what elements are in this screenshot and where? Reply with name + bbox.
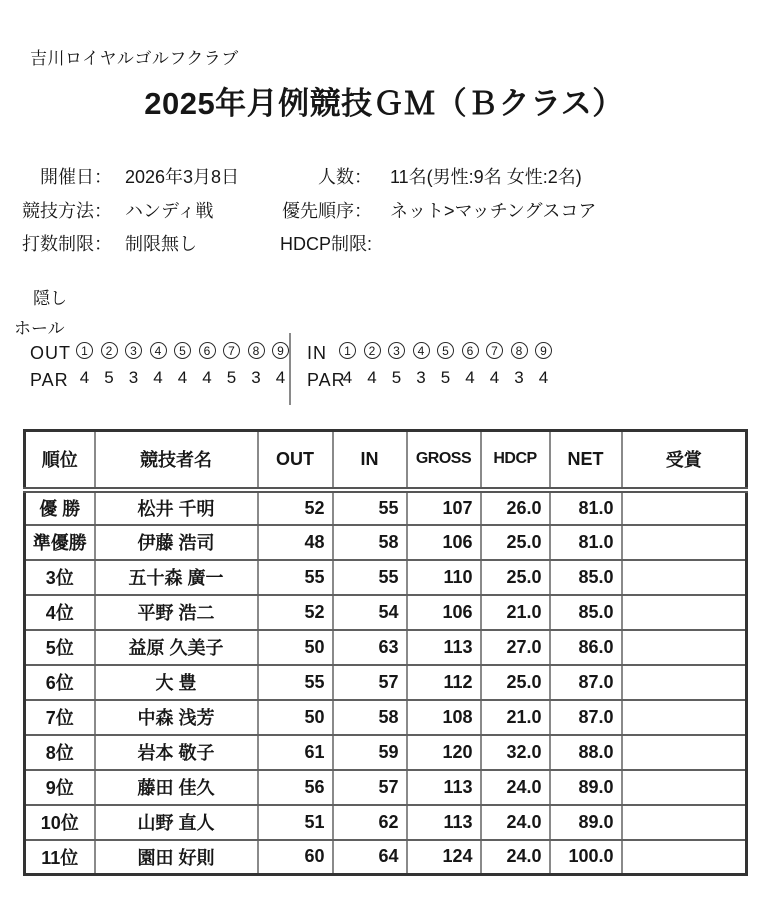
hole-number-circle: 6: [199, 342, 216, 359]
in-score-cell: 57: [333, 665, 407, 700]
hole-number-circle: 2: [101, 342, 118, 359]
table-row: [25, 630, 747, 665]
gross-score-cell: 106: [407, 525, 481, 560]
in-score-cell: 55: [333, 560, 407, 595]
par-value: 4: [538, 368, 549, 387]
hdcp-cell: 25.0: [481, 560, 550, 595]
player-name-cell: 藤田 佳久: [95, 770, 258, 805]
gross-score-cell: 113: [407, 630, 481, 665]
par-value: 3: [251, 368, 261, 387]
player-name-cell: 園田 好則: [95, 840, 258, 875]
hole-number-circle: 8: [248, 342, 265, 359]
in-score-cell: 63: [333, 630, 407, 665]
table-row: [25, 525, 747, 560]
gross-score-cell: 113: [407, 770, 481, 805]
hole-number-circle: 7: [486, 342, 503, 359]
in-score-cell: 64: [333, 840, 407, 875]
out-score-cell: 52: [258, 490, 333, 525]
hole-number-circle: 1: [339, 342, 356, 359]
out-hole-numbers: [76, 342, 289, 359]
par-value: 3: [416, 368, 426, 387]
par-value: 4: [202, 368, 212, 387]
net-score-cell: 87.0: [550, 665, 622, 700]
gross-score-cell: 113: [407, 805, 481, 840]
hole-number-circle: 5: [437, 342, 454, 359]
stroke-limit-label: 打数制限：: [22, 234, 112, 254]
in-score-cell: 59: [333, 735, 407, 770]
priority-label: 優先順序：: [282, 201, 372, 221]
award-cell: [622, 525, 747, 560]
header-rank: 順位: [25, 431, 95, 490]
rank-cell: 11位: [25, 840, 95, 875]
stroke-limit-value: 制限無し: [125, 234, 197, 254]
in-par-values: [339, 368, 552, 388]
rank-cell: 優 勝: [25, 490, 95, 525]
priority-value: ネット>マッチングスコア: [390, 201, 597, 221]
table-row: [25, 490, 747, 525]
award-cell: [622, 630, 747, 665]
header-hdcp: HDCP: [481, 431, 550, 490]
hole-number-circle: 5: [174, 342, 191, 359]
par-value: 4: [465, 368, 475, 387]
page-title: 2025年月例競技ＧＭ（Ｂクラス）: [144, 86, 624, 121]
hole-number-circle: 9: [535, 342, 552, 359]
award-cell: [622, 700, 747, 735]
gross-score-cell: 108: [407, 700, 481, 735]
net-score-cell: 100.0: [550, 840, 622, 875]
par-value: 3: [514, 368, 524, 387]
hdcp-cell: 24.0: [481, 770, 550, 805]
hole-number-circle: 3: [388, 342, 405, 359]
net-score-cell: 89.0: [550, 805, 622, 840]
event-date-value: 2026年3月8日: [125, 167, 240, 187]
out-label: OUT: [30, 343, 71, 363]
player-name-cell: 松井 千明: [95, 490, 258, 525]
table-row: [25, 560, 747, 595]
rank-cell: 3位: [25, 560, 95, 595]
hole-number-circle: 4: [413, 342, 430, 359]
hdcp-cell: 24.0: [481, 840, 550, 875]
hidden-holes-heading-line2: ホール: [14, 319, 65, 338]
out-score-cell: 50: [258, 700, 333, 735]
hdcp-cell: 26.0: [481, 490, 550, 525]
out-score-cell: 50: [258, 630, 333, 665]
out-score-cell: 51: [258, 805, 333, 840]
par-out-label: PAR: [30, 370, 69, 390]
table-row: [25, 770, 747, 805]
gross-score-cell: 107: [407, 490, 481, 525]
gross-score-cell: 124: [407, 840, 481, 875]
hdcp-cell: 25.0: [481, 525, 550, 560]
in-score-cell: 54: [333, 595, 407, 630]
par-in-label: PAR: [307, 370, 346, 390]
par-value: 4: [177, 368, 188, 387]
rank-cell: 10位: [25, 805, 95, 840]
table-row: [25, 700, 747, 735]
out-score-cell: 55: [258, 665, 333, 700]
in-score-cell: 62: [333, 805, 407, 840]
net-score-cell: 89.0: [550, 770, 622, 805]
in-score-cell: 55: [333, 490, 407, 525]
gross-score-cell: 120: [407, 735, 481, 770]
out-in-divider: [289, 333, 291, 405]
player-name-cell: 五十森 廣一: [95, 560, 258, 595]
results-table: [23, 429, 748, 876]
net-score-cell: 88.0: [550, 735, 622, 770]
out-score-cell: 55: [258, 560, 333, 595]
award-cell: [622, 665, 747, 700]
out-score-cell: 48: [258, 525, 333, 560]
par-value: 4: [153, 368, 163, 387]
out-score-cell: 52: [258, 595, 333, 630]
player-name-cell: 山野 直人: [95, 805, 258, 840]
hdcp-cell: 27.0: [481, 630, 550, 665]
rank-cell: 7位: [25, 700, 95, 735]
event-date-label: 開催日：: [40, 167, 112, 187]
par-value: 4: [342, 368, 353, 387]
player-name-cell: 中森 浅芳: [95, 700, 258, 735]
table-row: [25, 840, 747, 875]
header-gross: GROSS: [407, 431, 481, 490]
in-hole-numbers: [339, 342, 552, 359]
header-out: OUT: [258, 431, 333, 490]
hdcp-cell: 24.0: [481, 805, 550, 840]
method-label: 競技方法：: [22, 201, 112, 221]
award-cell: [622, 735, 747, 770]
award-cell: [622, 595, 747, 630]
net-score-cell: 86.0: [550, 630, 622, 665]
par-value: 5: [226, 368, 237, 387]
hole-number-circle: 1: [76, 342, 93, 359]
info-row-limits: [0, 230, 768, 256]
out-score-cell: 56: [258, 770, 333, 805]
hole-number-circle: 9: [272, 342, 289, 359]
hole-number-circle: 8: [511, 342, 528, 359]
gross-score-cell: 106: [407, 595, 481, 630]
in-score-cell: 58: [333, 525, 407, 560]
out-par-values: [76, 368, 289, 388]
gross-score-cell: 112: [407, 665, 481, 700]
par-value: 4: [489, 368, 500, 387]
player-name-cell: 益原 久美子: [95, 630, 258, 665]
award-cell: [622, 560, 747, 595]
hdcp-cell: 21.0: [481, 595, 550, 630]
club-name: 吉川ロイヤルゴルフクラブ: [30, 49, 239, 68]
table-row: [25, 805, 747, 840]
hidden-holes-heading-line1: 隠し: [33, 289, 67, 308]
table-row: [25, 595, 747, 630]
award-cell: [622, 805, 747, 840]
hdcp-cell: 32.0: [481, 735, 550, 770]
rank-cell: 9位: [25, 770, 95, 805]
method-value: ハンディ戦: [125, 201, 214, 221]
hdcp-limit-label: HDCP制限:: [279, 234, 372, 254]
table-header-row: [25, 431, 747, 490]
in-label: IN: [307, 343, 327, 363]
award-cell: [622, 490, 747, 525]
par-value: 3: [128, 368, 139, 387]
rank-cell: 8位: [25, 735, 95, 770]
net-score-cell: 81.0: [550, 525, 622, 560]
hole-number-circle: 7: [223, 342, 240, 359]
rank-cell: 準優勝: [25, 525, 95, 560]
player-name-cell: 伊藤 浩司: [95, 525, 258, 560]
net-score-cell: 87.0: [550, 700, 622, 735]
award-cell: [622, 770, 747, 805]
table-row: [25, 735, 747, 770]
header-net: NET: [550, 431, 622, 490]
out-score-cell: 60: [258, 840, 333, 875]
award-cell: [622, 840, 747, 875]
net-score-cell: 85.0: [550, 560, 622, 595]
hdcp-limit-value: [372, 230, 768, 256]
in-score-cell: 57: [333, 770, 407, 805]
participants-value: 11名(男性:9名 女性:2名): [390, 167, 582, 187]
hole-number-circle: 4: [150, 342, 167, 359]
hole-number-circle: 6: [462, 342, 479, 359]
par-value: 5: [440, 368, 451, 387]
hole-number-circle: 3: [125, 342, 142, 359]
header-in: IN: [333, 431, 407, 490]
par-value: 4: [367, 368, 377, 387]
par-value: 4: [275, 368, 286, 387]
header-award: 受賞: [622, 431, 747, 490]
table-row: [25, 665, 747, 700]
hdcp-cell: 21.0: [481, 700, 550, 735]
participants-label: 人数：: [318, 167, 372, 187]
hole-number-circle: 2: [364, 342, 381, 359]
rank-cell: 5位: [25, 630, 95, 665]
rank-cell: 4位: [25, 595, 95, 630]
net-score-cell: 85.0: [550, 595, 622, 630]
net-score-cell: 81.0: [550, 490, 622, 525]
par-value: 4: [79, 368, 90, 387]
info-row-method-priority: [0, 197, 768, 223]
hdcp-cell: 25.0: [481, 665, 550, 700]
out-score-cell: 61: [258, 735, 333, 770]
par-value: 5: [104, 368, 114, 387]
player-name-cell: 大 豊: [95, 665, 258, 700]
par-value: 5: [391, 368, 402, 387]
gross-score-cell: 110: [407, 560, 481, 595]
in-score-cell: 58: [333, 700, 407, 735]
header-player-name: 競技者名: [95, 431, 258, 490]
player-name-cell: 平野 浩二: [95, 595, 258, 630]
info-row-date-count: [0, 163, 768, 189]
player-name-cell: 岩本 敬子: [95, 735, 258, 770]
rank-cell: 6位: [25, 665, 95, 700]
